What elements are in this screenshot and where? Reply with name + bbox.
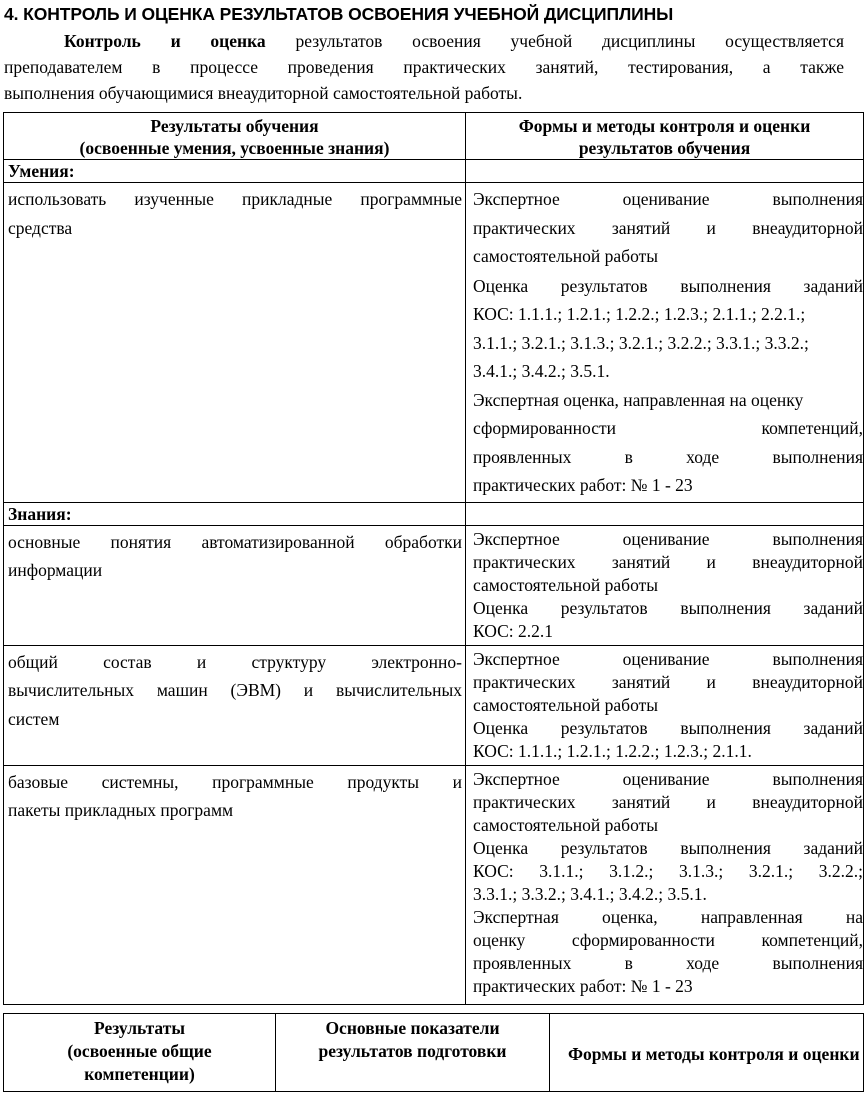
section-skills-empty — [466, 160, 864, 183]
row3-left-cell — [4, 645, 466, 765]
row2-right-line: практических занятий и внеаудиторной — [473, 551, 863, 572]
table-row — [4, 645, 864, 765]
row3-right-line: Оценка результатов выполнения заданий — [473, 717, 863, 738]
row2-right-line: самостоятельной работы — [473, 574, 658, 595]
intro-paragraph — [4, 28, 844, 106]
row1-left-cell — [4, 183, 466, 503]
row2-left-line: основные понятия автоматизированной обработки — [8, 531, 462, 552]
row3-right-line: самостоятельной работы — [473, 694, 658, 715]
row1-right-line: КОС: 1.1.1.; 1.2.1.; 1.2.2.; 1.2.3.; 2.1.1.; 2.2.1.; — [473, 304, 806, 324]
header-col2-line: результатов подготовки — [318, 1041, 507, 1061]
row4-right-line: практических занятий и внеаудиторной — [473, 791, 863, 812]
results-table-header — [4, 113, 864, 160]
row1-right-line: проявленных в ходе выполнения — [473, 446, 863, 467]
table-row — [4, 183, 864, 503]
row3-right-cell — [466, 645, 864, 765]
section-knowledge-empty — [466, 502, 864, 525]
row1-right-line: практических работ: № 1 - 23 — [473, 475, 693, 495]
results-table — [3, 112, 864, 1005]
section-row-skills — [4, 160, 864, 183]
row4-right-line: самостоятельной работы — [473, 814, 658, 835]
header-right-line: результатов обучения — [578, 138, 751, 158]
intro-line-1 — [4, 28, 844, 54]
row4-right-line: КОС: 3.1.1.; 3.1.2.; 3.1.3.; 3.2.1.; 3.2.2.; — [473, 860, 863, 881]
row4-right-line: Экспертное оценивание выполнения — [473, 768, 863, 789]
row1-right-cell — [466, 183, 864, 503]
header-col3-line: Формы и методы контроля и оценки — [568, 1043, 860, 1064]
row1-left-line: средства — [8, 217, 73, 238]
section-row-knowledge — [4, 502, 864, 525]
table-row — [4, 525, 864, 645]
table-row — [4, 765, 864, 1004]
row1-right-line: 3.1.1.; 3.2.1.; 3.1.3.; 3.2.1.; 3.2.2.; 3.3.1.; 3.3.2.; — [473, 332, 809, 353]
section-heading: 4. КОНТРОЛЬ И ОЦЕНКА РЕЗУЛЬТАТОВ ОСВОЕНИЯ УЧЕБНОЙ ДИСЦИПЛИНЫ — [4, 4, 674, 24]
intro-line-2: преподавателем в процессе проведения практических занятий, тестирования, а также — [4, 57, 844, 77]
header-right-line: Формы и методы контроля и оценки — [518, 116, 811, 136]
row4-left-line: пакеты прикладных программ — [8, 800, 234, 820]
row1-right-line: сформированности компетенций, — [473, 418, 863, 438]
row4-right-line: проявленных в ходе выполнения — [473, 952, 863, 973]
intro-bold-lead: Контроль и оценка — [64, 31, 266, 51]
header-left-line: Результаты обучения — [150, 116, 319, 136]
intro-line-1-text: результатов освоения учебной дисциплины осуществляется — [295, 31, 844, 51]
row1-right-line: практических занятий и внеаудиторной — [473, 217, 863, 238]
intro-line-3: выполнения обучающимися внеаудиторной самостоятельной работы. — [4, 83, 523, 103]
header-control-forms — [466, 113, 864, 160]
section-knowledge-label: Знания: — [4, 502, 466, 525]
row3-right-line: практических занятий и внеаудиторной — [473, 671, 863, 692]
competencies-table-header — [4, 1014, 864, 1092]
row1-right-line: 3.4.1.; 3.4.2.; 3.5.1. — [473, 361, 610, 381]
header-competencies — [4, 1014, 276, 1092]
row2-right-cell — [466, 525, 864, 645]
header-col1-line: Результаты — [94, 1018, 185, 1038]
row1-right-line: самостоятельной работы — [473, 246, 658, 266]
row3-right-line: КОС: 1.1.1.; 1.2.1.; 1.2.2.; 1.2.3.; 2.1.1. — [473, 740, 752, 761]
row2-right-line: Экспертное оценивание выполнения — [473, 528, 863, 549]
header-col1-line: компетенции) — [84, 1064, 195, 1084]
row2-left-cell — [4, 525, 466, 645]
row4-right-line: 3.3.1.; 3.3.2.; 3.4.1.; 3.4.2.; 3.5.1. — [473, 883, 707, 904]
row4-right-cell — [466, 765, 864, 1004]
row4-left-line: базовые системны, программные продукты и — [8, 771, 462, 792]
row4-left-cell — [4, 765, 466, 1004]
header-col2-line: Основные показатели — [325, 1018, 500, 1038]
header-indicators — [276, 1014, 550, 1092]
row3-left-line: общий состав и структуру электронно- — [8, 651, 462, 672]
row4-right-line: Оценка результатов выполнения заданий — [473, 837, 863, 858]
row3-right-line: Экспертное оценивание выполнения — [473, 648, 863, 669]
row1-right-line: Оценка результатов выполнения заданий — [473, 275, 863, 296]
row2-right-line: КОС: 2.2.1 — [473, 620, 553, 641]
header-col1-line: (освоенные общие — [67, 1041, 212, 1061]
row3-left-line: систем — [8, 708, 60, 729]
row4-right-line: практических работ: № 1 - 23 — [473, 975, 693, 996]
row2-right-line: Оценка результатов выполнения заданий — [473, 597, 863, 618]
row1-left-line: использовать изученные прикладные программные — [8, 189, 462, 209]
header-control-methods — [550, 1014, 864, 1092]
row4-right-line: Экспертная оценка, направленная на — [473, 906, 863, 927]
row1-right-line: Экспертное оценивание выполнения — [473, 189, 863, 209]
row2-left-line: информации — [8, 560, 103, 580]
header-left-line: (освоенные умения, усвоенные знания) — [79, 138, 390, 158]
competencies-table — [3, 1013, 864, 1092]
header-learning-results — [4, 113, 466, 160]
row1-right-line: Экспертная оценка, направленная на оценку — [473, 389, 804, 410]
row4-right-line: оценку сформированности компетенций, — [473, 929, 863, 950]
row3-left-line: вычислительных машин (ЭВМ) и вычислительных — [8, 680, 462, 700]
section-skills-label: Умения: — [4, 160, 466, 183]
